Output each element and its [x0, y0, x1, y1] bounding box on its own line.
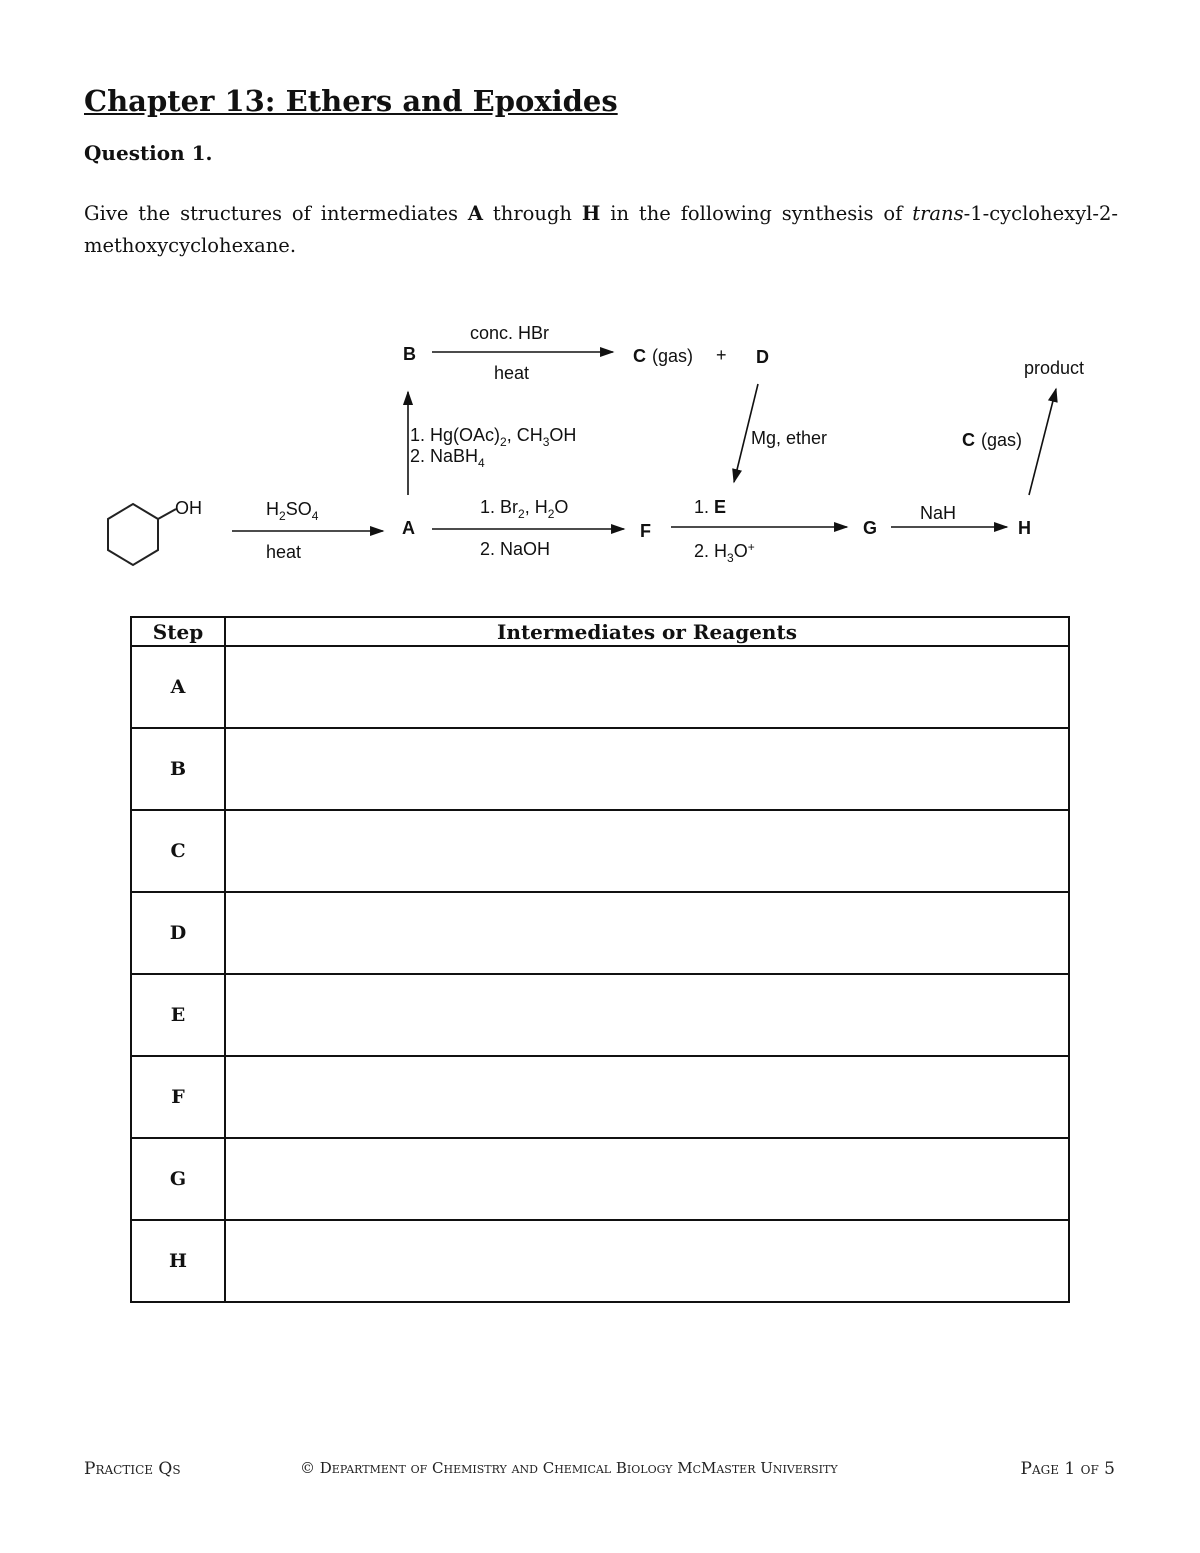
table-row — [131, 810, 1069, 892]
question-label: Question 1. — [84, 141, 213, 165]
reagent-mg-ether: Mg, ether — [751, 428, 828, 448]
reaction-arrow — [1029, 389, 1056, 495]
table-row — [131, 646, 1069, 728]
table-header-row — [131, 617, 1069, 646]
intermediates-column-header: Intermediates or Reagents — [225, 617, 1069, 646]
step-cell: H — [131, 1220, 225, 1302]
compound-f: F — [640, 521, 651, 541]
table-row — [131, 1138, 1069, 1220]
reagent-heat: heat — [494, 363, 530, 383]
question-text-part: in the following synthesis of — [600, 202, 913, 225]
answer-cell[interactable] — [225, 1056, 1069, 1138]
reagent-h2so4: $H_2SO_4$ — [266, 499, 319, 523]
reagent-e: 1. E — [694, 497, 727, 517]
reagent-c-gas: C (gas) — [962, 430, 1023, 450]
reagent-heat: heat — [266, 542, 302, 562]
step-cell: E — [131, 974, 225, 1056]
step-cell: A — [131, 646, 225, 728]
answer-table — [130, 616, 1070, 1303]
compound-h: H — [1018, 518, 1031, 538]
compound-d: D — [756, 347, 769, 367]
answer-cell[interactable] — [225, 1220, 1069, 1302]
step-cell: B — [131, 728, 225, 810]
question-letter-h: H — [581, 202, 601, 225]
question-text-part: through — [483, 202, 582, 225]
reagent-naoh: 2. NaOH — [480, 539, 551, 559]
answer-cell[interactable] — [225, 892, 1069, 974]
answer-cell[interactable] — [225, 810, 1069, 892]
step-cell: D — [131, 892, 225, 974]
table-row — [131, 1220, 1069, 1302]
step-column-header: Step — [131, 617, 225, 646]
compound-c: C (gas) — [633, 346, 694, 366]
table-row — [131, 1056, 1069, 1138]
plus-sign: + — [716, 345, 727, 365]
compound-a: A — [402, 518, 415, 538]
reaction-scheme — [96, 310, 1106, 585]
step-cell: F — [131, 1056, 225, 1138]
step-cell: G — [131, 1138, 225, 1220]
cyclohexane-ring — [108, 504, 158, 565]
question-text-part: -1-cyclohexyl-2-methoxycyclohexane. — [84, 202, 1118, 257]
question-text — [84, 198, 1118, 262]
reagent-hg-oac: 1. $Hg(OAc)_2$, $CH_3OH$ — [410, 425, 577, 449]
footer-page-number: Page 1 of 5 — [1020, 1459, 1115, 1479]
question-italic-trans: trans — [912, 202, 964, 225]
answer-cell[interactable] — [225, 728, 1069, 810]
product-label: product — [1024, 358, 1085, 378]
question-letter-a: A — [467, 202, 484, 225]
answer-cell[interactable] — [225, 646, 1069, 728]
compound-b: B — [403, 344, 416, 364]
c-oh-bond — [158, 509, 176, 519]
footer-copyright: © Department of Chemistry and Chemical Biology McMaster University — [300, 1459, 838, 1477]
hydroxyl-label: OH — [175, 498, 202, 518]
reagent-conc-hbr: conc. HBr — [470, 323, 550, 343]
reagent-nabh4: 2. NaBH$_4$ — [410, 446, 485, 470]
footer-left: Practice Qs — [84, 1459, 181, 1479]
reagent-h3o: 2. $H_3O^+$ — [694, 540, 755, 565]
table-row — [131, 728, 1069, 810]
compound-g: G — [863, 518, 878, 538]
answer-cell[interactable] — [225, 1138, 1069, 1220]
table-row — [131, 892, 1069, 974]
chapter-title: Chapter 13: Ethers and Epoxides — [84, 84, 618, 118]
question-text-part: Give the structures of intermediates — [84, 202, 468, 225]
answer-cell[interactable] — [225, 974, 1069, 1056]
step-cell: C — [131, 810, 225, 892]
table-row — [131, 974, 1069, 1056]
reagent-nah: NaH — [920, 503, 957, 523]
reagent-br2: 1. $Br_2$, $H_2O$ — [480, 497, 569, 521]
